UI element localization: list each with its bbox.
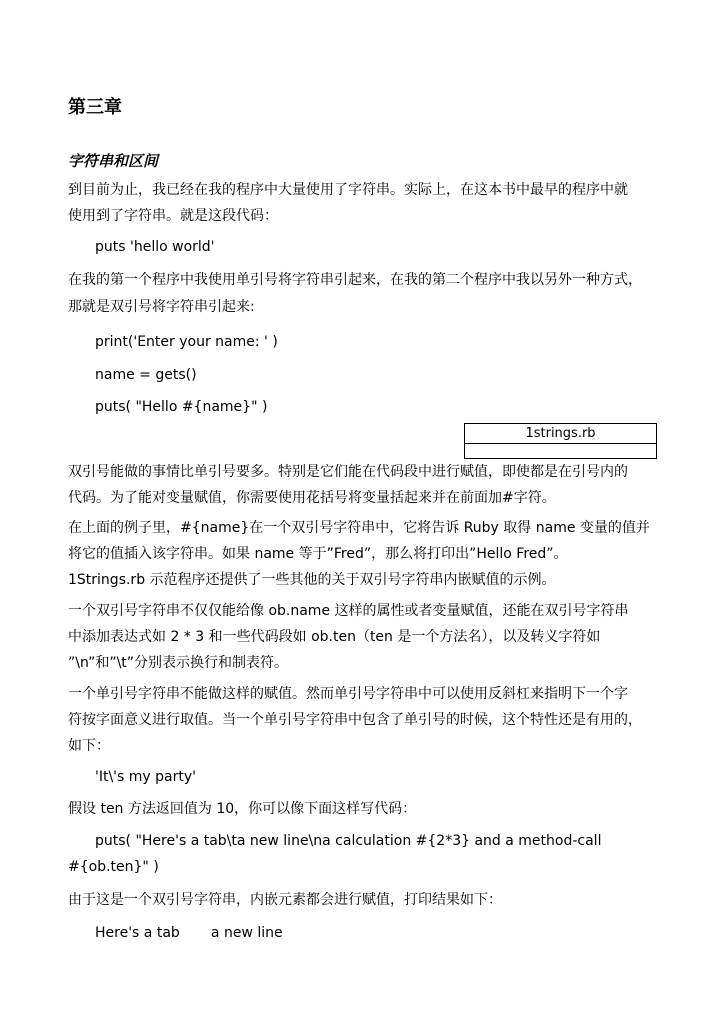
paragraph-line: 在上面的例子里，#{name}在一个双引号字符串中，它将告诉 Ruby 取得 name 变量的值并 [68,520,650,536]
code-line: name = gets() [95,367,197,383]
code-line: puts( "Here's a tab\ta new line\na calculation #{2*3} and a method-call [95,833,602,849]
file-label: 1strings.rb [465,424,656,444]
paragraph-line: 双引号能做的事情比单引号要多。特别是它们能在代码段中进行赋值，即使都是在引号内的 [68,464,628,480]
paragraph-line: 将它的值插入该字符串。如果 name 等于”Fred”，那么将打印出”Hello Fred”。 [68,546,568,562]
paragraph-line: ”\n”和”\t”分别表示换行和制表符。 [68,655,289,671]
paragraph-line: 假设 ten 方法返回值为 10，你可以像下面这样写代码： [68,801,417,817]
paragraph-line: 由于这是一个双引号字符串，内嵌元素都会进行赋值，打印结果如下： [68,892,502,908]
chapter-title: 第三章 [68,97,122,118]
code-line: puts 'hello world' [95,239,215,255]
code-line: puts( "Hello #{name}" ) [95,399,268,415]
paragraph-line: 1Strings.rb 示范程序还提供了一些其他的关于双引号字符串内嵌赋值的示例。 [68,572,556,588]
code-line: #{ob.ten}" ) [68,859,159,875]
paragraph-line: 代码。为了能对变量赋值，你需要使用花括号将变量括起来并在前面加#字符。 [68,490,556,506]
paragraph-line: 符按字面意义进行取值。当一个单引号字符串中包含了单引号的时候，这个特性还是有用的， [68,712,642,728]
output-line: Here's a tab a new line [95,925,283,941]
paragraph-line: 使用到了字符串。就是这段代码： [68,208,278,224]
code-line: print('Enter your name: ' ) [95,334,278,350]
paragraph-line: 那就是双引号将字符串引起来: [68,299,255,315]
code-line: 'It\'s my party' [95,769,196,785]
paragraph-line: 一个双引号字符串不仅仅能给像 ob.name 这样的属性或者变量赋值，还能在双引号字符串 [68,603,629,619]
paragraph-line: 如下： [68,738,110,754]
paragraph-line: 中添加表达式如 2 * 3 和一些代码段如 ob.ten（ten 是一个方法名），以及转义字符如 [68,629,601,645]
section-title: 字符串和区间 [68,152,159,170]
file-label-box [464,423,657,459]
paragraph-line: 到目前为止，我已经在我的程序中大量使用了字符串。实际上，在这本书中最早的程序中就 [68,182,628,198]
paragraph-line: 一个单引号字符串不能做这样的赋值。然而单引号字符串中可以使用反斜杠来指明下一个字 [68,686,628,702]
paragraph-line: 在我的第一个程序中我使用单引号将字符串引起来，在我的第二个程序中我以另外一种方式， [68,272,642,288]
